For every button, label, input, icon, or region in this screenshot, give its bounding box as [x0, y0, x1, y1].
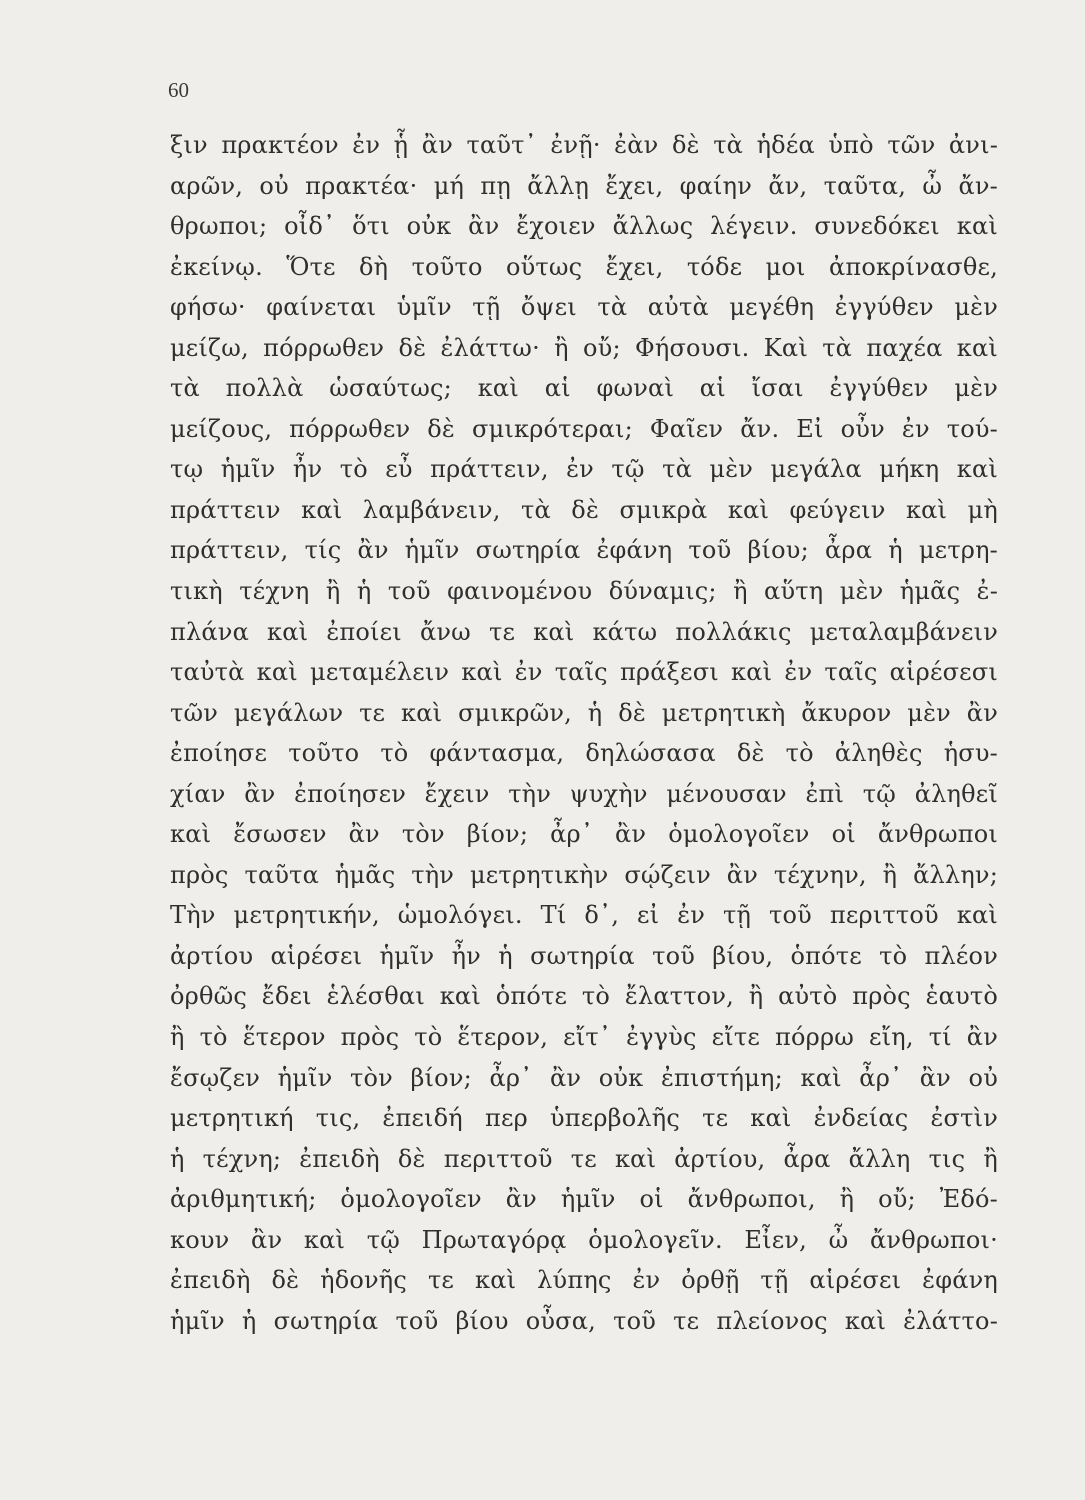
text-line: ἀρτίου αἱρέσει ἡμῖν ἦν ἡ σωτηρία τοῦ βίου, ὁπότε τὸ πλέον [170, 941, 998, 970]
text-line: ἐκείνῳ. Ὅτε δὴ τοῦτο οὕτως ἔχει, τόδε μοι ἀποκρίνασθε, [170, 252, 998, 281]
text-line: χίαν ἂν ἐποίησεν ἔχειν τὴν ψυχὴν μένουσαν ἐπὶ τῷ ἀληθεῖ [170, 779, 998, 808]
page-number: 60 [168, 78, 189, 102]
text-line: τῶν μεγάλων τε καὶ σμικρῶν, ἡ δὲ μετρητικὴ ἄκυρον μὲν ἂν [170, 698, 998, 727]
text-line: ἐπειδὴ δὲ ἡδονῆς τε καὶ λύπης ἐν ὀρθῇ τῇ αἱρέσει ἐφάνη [170, 1266, 998, 1295]
text-line: μετρητική τις, ἐπειδή περ ὑπερβολῆς τε καὶ ἐνδείας ἐστὶν [170, 1104, 998, 1133]
text-line: μείζους, πόρρωθεν δὲ σμικρότεραι; Φαῖεν ἄν. Εἰ οὖν ἐν τού- [170, 414, 998, 443]
text-line: αρῶν, οὐ πρακτέα· μή πῃ ἄλλῃ ἔχει, φαίην ἄν, ταῦτα, ὦ ἄν- [170, 171, 998, 200]
text-line: ἢ τὸ ἕτερον πρὸς τὸ ἕτερον, εἴτ᾽ ἐγγὺς εἴτε πόρρω εἴη, τί ἂν [170, 1023, 998, 1052]
text-line: πρὸς ταῦτα ἡμᾶς τὴν μετρητικὴν σῴζειν ἂν τέχνην, ἢ ἄλλην; [170, 860, 998, 889]
text-line: ὀρθῶς ἔδει ἑλέσθαι καὶ ὁπότε τὸ ἔλαττον, ἢ αὐτὸ πρὸς ἑαυτὸ [170, 982, 998, 1011]
text-line: τὰ πολλὰ ὡσαύτως; καὶ αἱ φωναὶ αἱ ἴσαι ἐγγύθεν μὲν [170, 374, 998, 403]
text-line: καὶ ἔσωσεν ἂν τὸν βίον; ἆρ᾽ ἂν ὁμολογοῖεν οἱ ἄνθρωποι [170, 820, 998, 849]
text-line: ἐποίησε τοῦτο τὸ φάντασμα, δηλώσασα δὲ τὸ ἀληθὲς ἡσυ- [170, 739, 998, 768]
body-text [170, 125, 998, 1341]
text-line: κουν ἂν καὶ τῷ Πρωταγόρᾳ ὁμολογεῖν. Εἶεν, ὦ ἄνθρωποι· [170, 1225, 998, 1254]
text-line: ἔσῳζεν ἡμῖν τὸν βίον; ἆρ᾽ ἂν οὐκ ἐπιστήμη; καὶ ἆρ᾽ ἂν οὐ [170, 1063, 998, 1092]
text-line: Τὴν μετρητικήν, ὡμολόγει. Τί δ᾽, εἰ ἐν τῇ τοῦ περιττοῦ καὶ [170, 901, 998, 930]
text-line: φήσω· φαίνεται ὑμῖν τῇ ὄψει τὰ αὐτὰ μεγέθη ἐγγύθεν μὲν [170, 293, 998, 322]
text-line: θρωποι; οἶδ᾽ ὅτι οὐκ ἂν ἔχοιεν ἄλλως λέγειν. συνεδόκει καὶ [170, 212, 998, 241]
text-line: πράττειν καὶ λαμβάνειν, τὰ δὲ σμικρὰ καὶ φεύγειν καὶ μὴ [170, 495, 998, 524]
text-line: ἡμῖν ἡ σωτηρία τοῦ βίου οὖσα, τοῦ τε πλείονος καὶ ἐλάττο- [170, 1306, 998, 1335]
text-line: πλάνα καὶ ἐποίει ἄνω τε καὶ κάτω πολλάκις μεταλαμβάνειν [170, 617, 998, 646]
text-line: τικὴ τέχνη ἢ ἡ τοῦ φαινομένου δύναμις; ἢ αὕτη μὲν ἡμᾶς ἐ- [170, 577, 998, 606]
text-line: ἀριθμητική; ὁμολογοῖεν ἂν ἡμῖν οἱ ἄνθρωποι, ἢ οὔ; Ἐδό- [170, 1185, 998, 1214]
text-line: ξιν πρακτέον ἐν ᾗ ἂν ταῦτ᾽ ἐνῇ· ἐὰν δὲ τὰ ἡδέα ὑπὸ τῶν ἀνι- [170, 131, 998, 159]
text-line: ταὐτὰ καὶ μεταμέλειν καὶ ἐν ταῖς πράξεσι καὶ ἐν ταῖς αἱρέσεσι [170, 658, 998, 687]
text-line: ἡ τέχνη; ἐπειδὴ δὲ περιττοῦ τε καὶ ἀρτίου, ἆρα ἄλλη τις ἢ [170, 1144, 998, 1173]
text-line: μείζω, πόρρωθεν δὲ ἐλάττω· ἢ οὔ; Φήσουσι. Καὶ τὰ παχέα καὶ [170, 333, 998, 362]
text-line: τῳ ἡμῖν ἦν τὸ εὖ πράττειν, ἐν τῷ τὰ μὲν μεγάλα μήκη καὶ [170, 455, 998, 484]
text-line: πράττειν, τίς ἂν ἡμῖν σωτηρία ἐφάνη τοῦ βίου; ἆρα ἡ μετρη- [170, 536, 998, 565]
